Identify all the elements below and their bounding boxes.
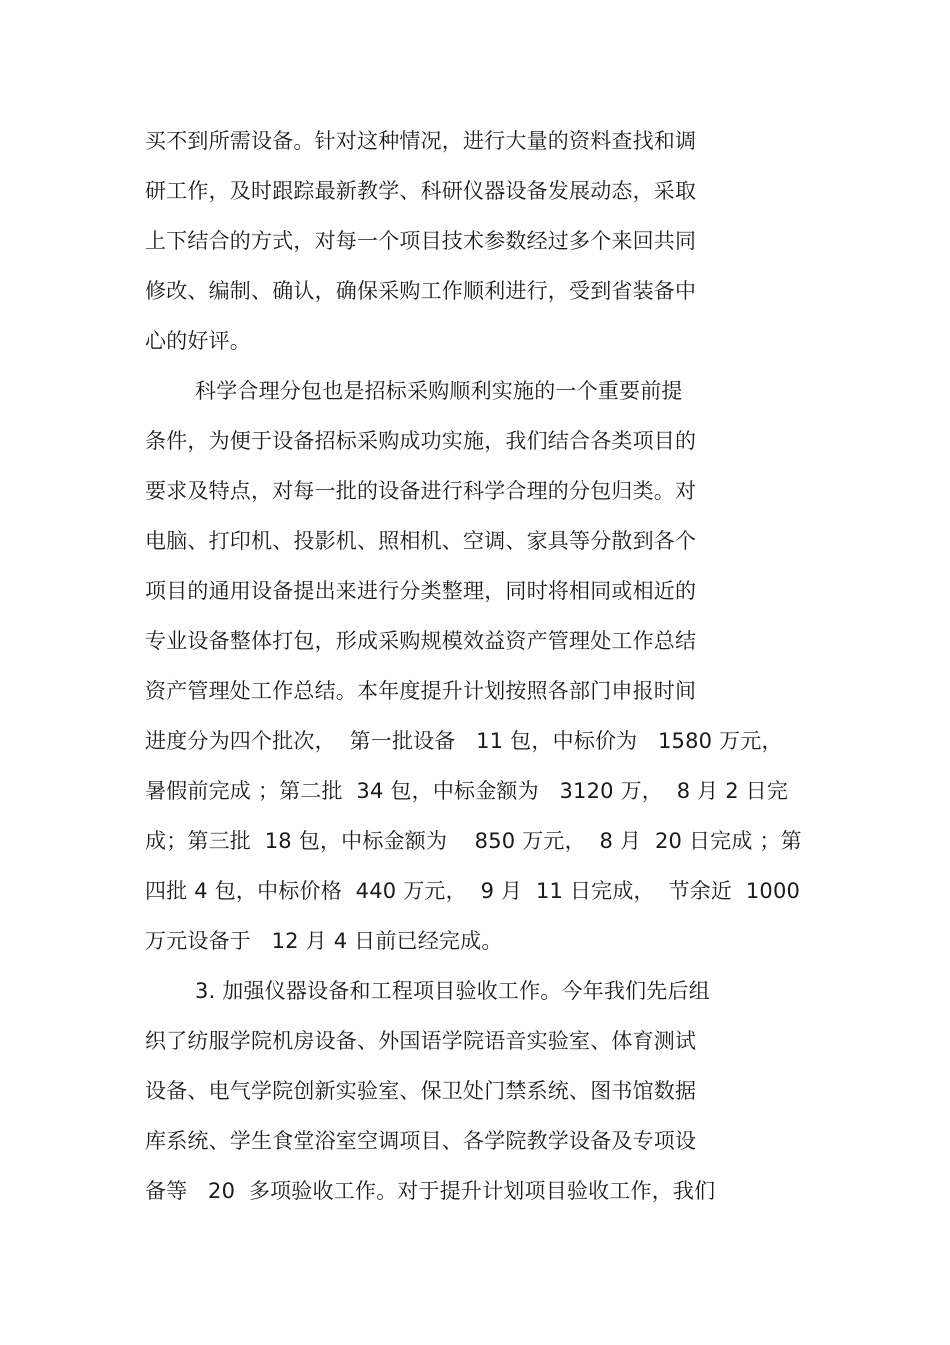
paragraph-start-line: 3. 加强仪器设备和工程项目验收工作。今年我们先后组	[195, 979, 710, 1003]
text-line: 上下结合的方式，对每一个项目技术参数经过多个来回共同	[145, 229, 697, 253]
text-line: 织了纺服学院机房设备、外国语学院语音实验室、体育测试	[145, 1029, 697, 1053]
text-line: 成；第三批 18 包，中标金额为 850 万元， 8 月 20 日完成 ；第	[145, 829, 802, 853]
text-line: 资产管理处工作总结。本年度提升计划按照各部门申报时间	[145, 679, 697, 703]
text-line: 万元设备于 12 月 4 日前已经完成。	[145, 929, 503, 953]
text-line: 四批 4 包，中标价格 440 万元， 9 月 11 日完成， 节余近 1000	[145, 879, 801, 903]
text-line: 电脑、打印机、投影机、照相机、空调、家具等分散到各个	[145, 529, 697, 553]
text-line: 备等 20 多项验收工作。对于提升计划项目验收工作，我们	[145, 1179, 716, 1203]
text-line: 库系统、学生食堂浴室空调项目、各学院教学设备及专项设	[145, 1129, 697, 1153]
text-line: 修改、编制、确认，确保采购工作顺利进行，受到省装备中	[145, 279, 697, 303]
text-line: 条件，为便于设备招标采购成功实施，我们结合各类项目的	[145, 429, 697, 453]
paragraph-start-line: 科学合理分包也是招标采购顺利实施的一个重要前提	[195, 379, 683, 403]
text-line: 要求及特点，对每一批的设备进行科学合理的分包归类。对	[145, 479, 697, 503]
text-line: 设备、电气学院创新实验室、保卫处门禁系统、图书馆数据	[145, 1079, 697, 1103]
text-line: 心的好评。	[145, 329, 251, 353]
text-line: 进度分为四个批次， 第一批设备 11 包，中标价为 1580 万元，	[145, 729, 783, 753]
text-line: 项目的通用设备提出来进行分类整理，同时将相同或相近的	[145, 579, 697, 603]
text-line: 买不到所需设备。针对这种情况，进行大量的资料查找和调	[145, 129, 697, 153]
text-line: 专业设备整体打包，形成采购规模效益资产管理处工作总结	[145, 629, 697, 653]
text-line: 研工作，及时跟踪最新教学、科研仪器设备发展动态，采取	[145, 179, 697, 203]
text-line: 暑假前完成 ；第二批 34 包，中标金额为 3120 万， 8 月 2 日完	[145, 779, 789, 803]
